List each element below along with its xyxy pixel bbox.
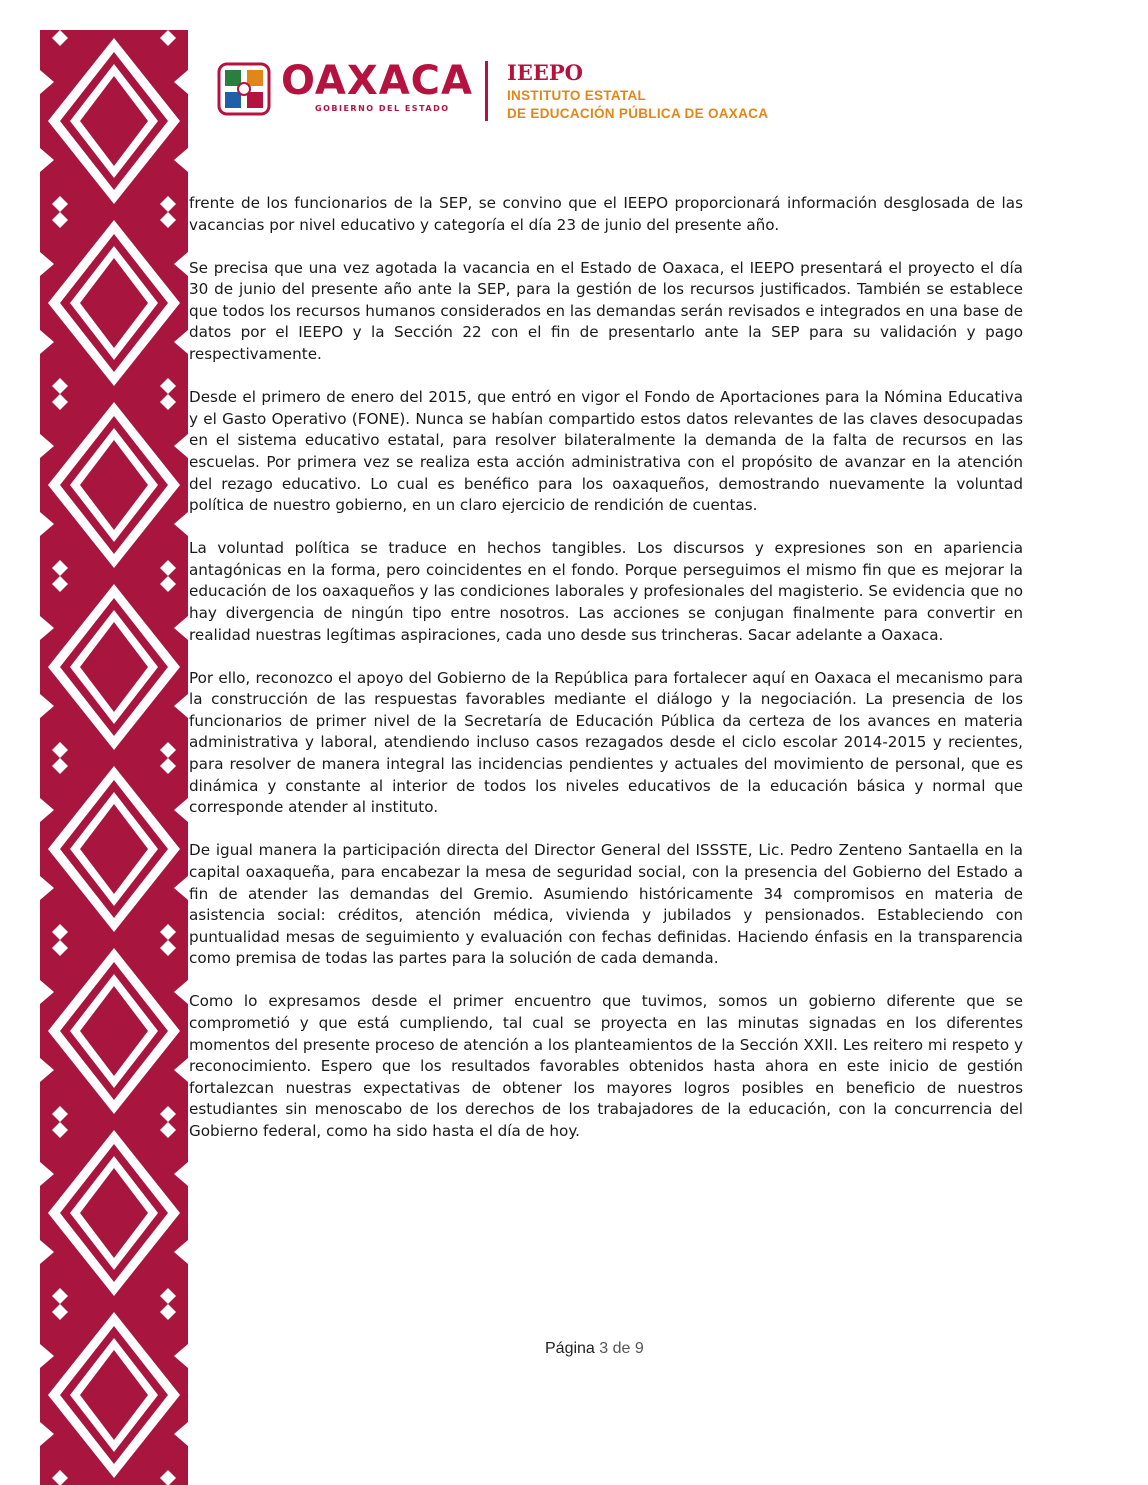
state-wordmark: OAXACA xyxy=(281,58,473,104)
paragraph: Desde el primero de enero del 2015, que entró en vigor el Fondo de Aportaciones para la Nómina Educativa y el Gasto Operativo (FONE). Nunca se habían compartido estos datos relevantes de las claves desocupadas en el sistema educativo estatal, para resolver bilateralmente la demanda de la falta de recursos en las escuelas. Por primera vez se realiza esta acción administrativa con el propósito de avanzar en la atención del rezago educativo. Lo cual es benéfico para los oaxaqueños, demostrando nuevamente la voluntad política de nuestro gobierno, en un claro ejercicio de rendición de cuentas. xyxy=(189,388,1023,515)
oaxaca-emblem-icon xyxy=(215,60,273,118)
header-divider xyxy=(485,61,488,121)
letterhead xyxy=(215,55,915,125)
agency-acronym: IEEPO xyxy=(507,60,583,85)
document-body xyxy=(189,193,1023,1164)
paragraph: Como lo expresamos desde el primer encuentro que tuvimos, somos un gobierno diferente que se comprometió y que está cumpliendo, tal cual se proyecta en las minutas signadas en los diferentes momentos del presente proceso de atención a los planteamientos de la Sección XXII. Les reitero mi respeto y reconocimiento. Espero que los resultados favorables obtenidos hasta ahora en este inicio de gestión fortalezcan nuestras expectativas de obtener los mayores logros posibles en beneficio de nuestros estudiantes sin menoscabo de los derechos de los trabajadores de la educación, con la concurrencia del Gobierno federal, como ha sido hasta el día de hoy. xyxy=(189,992,1023,1140)
paragraph: De igual manera la participación directa del Director General del ISSSTE, Lic. Pedro Zenteno Santaella en la capital oaxaqueña, para encabezar la mesa de seguridad social, con la presencia del Gobierno del Estado a fin de atender las demandas del Gremio. Asumiendo históricamente 34 compromisos en materia de asistencia social: créditos, atención médica, vivienda y jubilados y pensionados. Estableciendo con puntualidad mesas de seguimiento y evaluación con fechas definidas. Haciendo énfasis en la transparencia como premisa de todas las partes para la solución de cada demanda. xyxy=(189,841,1023,968)
state-subtitle: GOBIERNO DEL ESTADO xyxy=(315,104,450,113)
decorative-textile-border xyxy=(40,30,188,1485)
page-word: Página xyxy=(545,1340,595,1357)
page-number xyxy=(545,1340,644,1358)
paragraph: La voluntad política se traduce en hechos tangibles. Los discursos y expresiones son en apariencia antagónicas en la forma, pero coincidentes en el fondo. Porque perseguimos el mismo fin que es mejorar la educación de los oaxaqueños y las condiciones laborales y profesionales del magisterio. Se evidencia que no hay divergencia de ningún tipo entre nosotros. Las acciones se conjugan finalmente para convertir en realidad nuestras legítimas aspiraciones, cada uno desde sus trincheras. Sacar adelante a Oaxaca. xyxy=(189,539,1023,644)
agency-name-line2: DE EDUCACIÓN PÚBLICA DE OAXACA xyxy=(507,106,769,121)
current-page: 3 xyxy=(599,1340,609,1357)
of-word: de xyxy=(612,1340,631,1357)
paragraph: frente de los funcionarios de la SEP, se convino que el IEEPO proporcionará información desglosada de las vacancias por nivel educativo y categoría el día 23 de junio del presente año. xyxy=(189,194,1023,234)
paragraph: Por ello, reconozco el apoyo del Gobierno de la República para fortalecer aquí en Oaxaca el mecanismo para la construcción de las respuestas favorables mediante el diálogo y la negociación. La presencia de los funcionarios de primer nivel de la Secretaría de Educación Pública da certeza de los avances en materia administrativa y laboral, atendiendo incluso casos rezagados desde el ciclo escolar 2014-2015 y recientes, para resolver de manera integral las incidencias pendientes y actuales del movimiento de personal, que es dinámica y constante al interior de todos los niveles educativos de la educación básica y normal que corresponde atender al instituto. xyxy=(189,668,1023,817)
paragraph: Se precisa que una vez agotada la vacancia en el Estado de Oaxaca, el IEEPO presentará el proyecto el día 30 de junio del presente año ante la SEP, para la gestión de los recursos justificados. También se establece que todos los recursos humanos considerados en las demandas serán revisados e integrados en una base de datos por el IEEPO y la Sección 22 con el fin de presentarlo ante la SEP para su validación y pago respectivamente. xyxy=(189,258,1023,364)
agency-name-line1: INSTITUTO ESTATAL xyxy=(507,88,647,103)
total-pages: 9 xyxy=(634,1340,644,1357)
